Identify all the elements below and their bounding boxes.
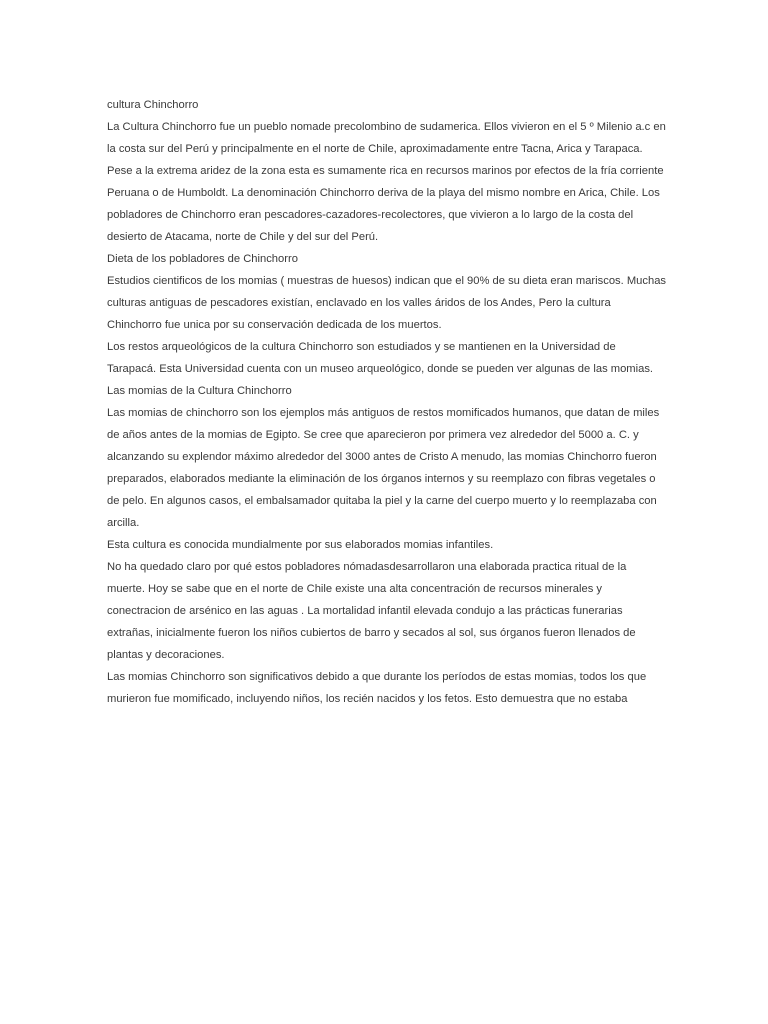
paragraph-significativos: Las momias Chinchorro son significativos debido a que durante los períodos de estas momias, todos los que murieron fue momificado, incluyendo niños, los recién nacidos y los fetos. Esto demuestra que no estaba (107, 671, 647, 705)
paragraph-momias: Las momias de chinchorro son los ejemplos más antiguos de restos momificados humanos, que datan de miles de años antes de la momias de Egipto. Se cree que aparecieron por primera vez alrededor del 5000 a. C. y alcanzando su explendor máximo alrededor del 3000 antes de Cristo A menudo, las momias Chinchorro fueron preparados, elaborados mediante la eliminación de los órganos internos y su reemplazo con fibras vegetales o de pelo. En algunos casos, el embalsamador quitaba la piel y la carne del cuerpo muerto y lo reemplazaba con arcilla. (107, 407, 660, 529)
paragraph-infantiles: Esta cultura es conocida mundialmente por sus elaborados momias infantiles. (107, 539, 494, 551)
paragraph-intro: La Cultura Chinchorro fue un pueblo nomade precolombino de sudamerica. Ellos vivieron en el 5 º Milenio a.c en la costa sur del Perú y principalmente en el norte de Chile, aproximadamente entre Tacna, Arica y Tarapaca. Pese a la extrema aridez de la zona esta es sumamente rica en recursos marinos por efectos de la fría corriente Peruana o de Humboldt. La denominación Chinchorro deriva de la playa del mismo nombre en Arica, Chile. Los pobladores de Chinchorro eran pescadores-cazadores-recolectores, que vivieron a lo largo de la costa del desierto de Atacama, norte de Chile y del sur del Perú. (107, 121, 666, 243)
document-title: cultura Chinchorro (107, 99, 199, 111)
paragraph-restos: Los restos arqueológicos de la cultura Chinchorro son estudiados y se mantienen en la Universidad de Tarapacá. Esta Universidad cuenta con un museo arqueológico, donde se pueden ver algunas de las momias. (107, 341, 654, 375)
heading-momias: Las momias de la Cultura Chinchorro (107, 385, 292, 397)
heading-dieta: Dieta de los pobladores de Chinchorro (107, 253, 298, 265)
paragraph-dieta: Estudios cientificos de los momias ( muestras de huesos) indican que el 90% de su dieta eran mariscos. Muchas culturas antiguas de pescadores existían, enclavado en los valles áridos de los Andes, Pero la cultura Chinchorro fue unica por su conservación dedicada de los muertos. (107, 275, 667, 331)
paragraph-ritual: No ha quedado claro por qué estos pobladores nómadasdesarrollaron una elaborada practica ritual de la muerte. Hoy se sabe que en el norte de Chile existe una alta concentración de recursos minerales y conectracion de arsénico en las aguas . La mortalidad infantil elevada condujo a las prácticas funerarias extrañas, inicialmente fueron los niños cubiertos de barro y secados al sol, sus órganos fueron llenados de plantas y decoraciones. (107, 561, 636, 661)
document-page (107, 94, 667, 710)
